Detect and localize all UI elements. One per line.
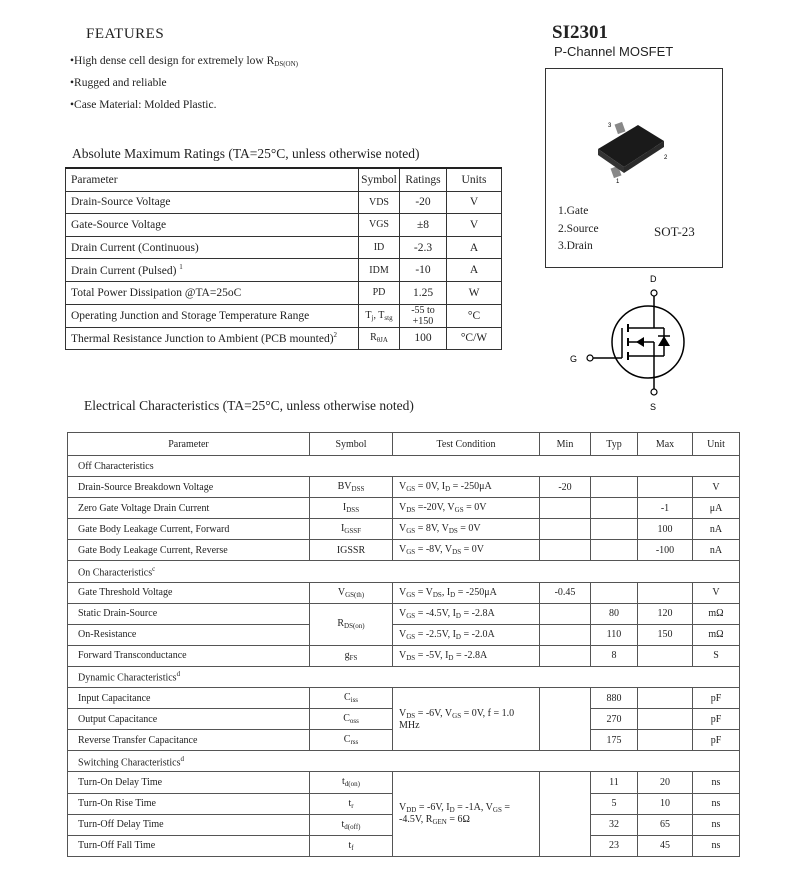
- header-parameter: Parameter: [68, 433, 310, 456]
- header-unit: Unit: [693, 433, 740, 456]
- header-min: Min: [540, 433, 591, 456]
- unit-cell: V: [447, 214, 502, 237]
- pin-list: [558, 203, 599, 256]
- header-symbol: Symbol: [310, 433, 393, 456]
- mosfet-schematic-icon: [560, 270, 690, 415]
- max-cell: 100: [638, 519, 693, 540]
- unit-cell: pF: [693, 730, 740, 751]
- max-cell: 150: [638, 624, 693, 645]
- param-cell: Drain-Source Voltage: [66, 191, 359, 214]
- rating-cell: -2.3: [400, 236, 447, 259]
- unit-cell: S: [693, 645, 740, 666]
- rating-cell: 100: [400, 327, 447, 350]
- condition-cell: $V_{GS} = -2.5V$, $I_D = -2.0A$: [393, 624, 540, 645]
- condition-cell: $V_{GS} = V_{DS}$, $I_D = -250\mu A$: [393, 582, 540, 603]
- table-row: [68, 624, 740, 645]
- typ-cell: 5: [591, 793, 638, 814]
- typ-cell: 110: [591, 624, 638, 645]
- amr-title: Absolute Maximum Ratings (TA=25°C, unless otherwise noted): [72, 146, 420, 161]
- pin-drain: 3.Drain: [558, 240, 593, 252]
- unit-cell: W: [447, 281, 502, 304]
- unit-cell: mΩ: [693, 603, 740, 624]
- feature-item-case: •Case Material: Molded Plastic.: [70, 99, 217, 111]
- rating-cell: 1.25: [400, 281, 447, 304]
- param-cell: Output Capacitance: [68, 709, 310, 730]
- min-cell: [540, 624, 591, 645]
- section-row: [68, 751, 740, 772]
- min-cell: [540, 772, 591, 856]
- typ-cell: [591, 498, 638, 519]
- symbol-cell: VDS: [359, 191, 400, 214]
- unit-cell: nA: [693, 519, 740, 540]
- rating-cell: -55 to +150: [400, 304, 447, 327]
- symbol-cell: $R_{\theta JA}$: [359, 327, 400, 350]
- param-cell: Total Power Dissipation @TA=25oC: [66, 281, 359, 304]
- condition-cell: $V_{GS} = 0V$, $I_D = -250\mu A$: [393, 477, 540, 498]
- param-cell: Turn-Off Delay Time: [68, 814, 310, 835]
- table-row: [68, 477, 740, 498]
- symbol-cell: VGS: [359, 214, 400, 237]
- header-units: Units: [447, 168, 502, 191]
- unit-cell: mΩ: [693, 624, 740, 645]
- table-row: [66, 327, 502, 350]
- pin1-label: 1: [616, 179, 620, 185]
- table-row: [66, 214, 502, 237]
- param-cell: Gate Body Leakage Current, Forward: [68, 519, 310, 540]
- unit-cell: μA: [693, 498, 740, 519]
- unit-cell: V: [693, 582, 740, 603]
- param-cell: Drain-Source Breakdown Voltage: [68, 477, 310, 498]
- param-cell: Gate-Source Voltage: [66, 214, 359, 237]
- header-max: Max: [638, 433, 693, 456]
- typ-cell: [591, 582, 638, 603]
- table-row: [66, 259, 502, 282]
- table-row: [68, 498, 740, 519]
- min-cell: [540, 498, 591, 519]
- min-cell: [540, 645, 591, 666]
- param-cell: Operating Junction and Storage Temperature Range: [66, 304, 359, 327]
- header-test-condition: Test Condition: [393, 433, 540, 456]
- table-row: [68, 603, 740, 624]
- param-cell: Static Drain-Source: [68, 603, 310, 624]
- param-cell: Gate Threshold Voltage: [68, 582, 310, 603]
- unit-cell: °C: [447, 304, 502, 327]
- typ-cell: [591, 540, 638, 561]
- min-cell: [540, 688, 591, 751]
- package-box: [545, 68, 723, 268]
- symbol-cell: $C_{rss}$: [310, 730, 393, 751]
- pin-source: 2.Source: [558, 222, 599, 235]
- param-cell: Drain Current (Pulsed) $^1$: [66, 259, 359, 282]
- condition-cell: $V_{DS} = -5V$, $I_D = -2.8A$: [393, 645, 540, 666]
- unit-cell: pF: [693, 709, 740, 730]
- symbol-cell: $g_{FS}$: [310, 645, 393, 666]
- symbol-cell: ID: [359, 236, 400, 259]
- source-label: S: [650, 402, 657, 412]
- symbol-cell: $I_{DSS}$: [310, 498, 393, 519]
- param-cell: Turn-On Rise Time: [68, 793, 310, 814]
- min-cell: [540, 540, 591, 561]
- typ-cell: 32: [591, 814, 638, 835]
- max-cell: [638, 477, 693, 498]
- table-row: [68, 645, 740, 666]
- feature-item-rugged: •Rugged and reliable: [70, 77, 167, 89]
- section-switching: Switching Characteristics$^d$: [68, 751, 740, 772]
- header-ratings: Ratings: [400, 168, 447, 191]
- max-cell: [638, 645, 693, 666]
- typ-cell: 80: [591, 603, 638, 624]
- section-row: [68, 666, 740, 687]
- section-row: [68, 456, 740, 477]
- ec-title: Electrical Characteristics (TA=25°C, unless otherwise noted): [84, 398, 414, 413]
- max-cell: 65: [638, 814, 693, 835]
- symbol-cell: $T_j$, $T_{stg}$: [359, 304, 400, 327]
- param-cell: Zero Gate Voltage Drain Current: [68, 498, 310, 519]
- param-cell: Thermal Resistance Junction to Ambient (PCB mounted)$^2$: [66, 327, 359, 350]
- pin2-label: 2: [664, 155, 668, 161]
- max-cell: -100: [638, 540, 693, 561]
- table-row: [66, 191, 502, 214]
- section-row: [68, 561, 740, 582]
- symbol-cell: $t_{d(off)}$: [310, 814, 393, 835]
- unit-cell: ns: [693, 772, 740, 793]
- drain-label: D: [650, 274, 657, 284]
- condition-cell: $V_{DS} =-20V$, $V_{GS} = 0V$: [393, 498, 540, 519]
- table-row: [68, 688, 740, 709]
- unit-cell: A: [447, 236, 502, 259]
- unit-cell: ns: [693, 835, 740, 856]
- rating-cell: -10: [400, 259, 447, 282]
- max-cell: 10: [638, 793, 693, 814]
- param-cell: Forward Transconductance: [68, 645, 310, 666]
- table-row: [66, 304, 502, 327]
- table-row: [66, 281, 502, 304]
- unit-cell: V: [693, 477, 740, 498]
- feature-item-low-rdson: •High dense cell design for extremely low $R_{DS(ON)}$: [70, 55, 298, 68]
- symbol-cell: $I_{GSSF}$: [310, 519, 393, 540]
- section-dynamic: Dynamic Characteristics$^d$: [68, 666, 740, 687]
- param-cell: On-Resistance: [68, 624, 310, 645]
- symbol-cell: IGSSR: [310, 540, 393, 561]
- unit-cell: ns: [693, 814, 740, 835]
- max-cell: [638, 688, 693, 709]
- symbol-cell: $C_{iss}$: [310, 688, 393, 709]
- param-cell: Turn-Off Fall Time: [68, 835, 310, 856]
- symbol-cell: $t_f$: [310, 835, 393, 856]
- typ-cell: 23: [591, 835, 638, 856]
- condition-cell: $V_{GS} = 8V$, $V_{DS} = 0V$: [393, 519, 540, 540]
- pin3-label: 3: [608, 123, 612, 129]
- typ-cell: 8: [591, 645, 638, 666]
- header-parameter: Parameter: [66, 168, 359, 191]
- param-cell: Input Capacitance: [68, 688, 310, 709]
- param-cell: Drain Current (Continuous): [66, 236, 359, 259]
- table-row: [68, 519, 740, 540]
- table-row: [68, 540, 740, 561]
- unit-cell: ns: [693, 793, 740, 814]
- ec-table: [67, 432, 740, 857]
- param-cell: Gate Body Leakage Current, Reverse: [68, 540, 310, 561]
- param-cell: Reverse Transfer Capacitance: [68, 730, 310, 751]
- symbol-cell: $t_{d(on)}$: [310, 772, 393, 793]
- typ-cell: 880: [591, 688, 638, 709]
- symbol-cell: $R_{DS(on)}$: [310, 603, 393, 645]
- part-number: SI2301: [552, 22, 608, 43]
- param-cell: Turn-On Delay Time: [68, 772, 310, 793]
- pin-gate: 1.Gate: [558, 205, 589, 217]
- symbol-cell: $C_{oss}$: [310, 709, 393, 730]
- min-cell: [540, 603, 591, 624]
- part-type: P-Channel MOSFET: [554, 44, 674, 59]
- max-cell: 20: [638, 772, 693, 793]
- sot23-package-icon: [546, 69, 722, 199]
- symbol-cell: PD: [359, 281, 400, 304]
- table-header-row: [68, 433, 740, 456]
- unit-cell: pF: [693, 688, 740, 709]
- package-name: SOT-23: [654, 224, 695, 239]
- features-title: FEATURES: [86, 26, 165, 42]
- section-off: Off Characteristics: [68, 456, 740, 477]
- typ-cell: [591, 477, 638, 498]
- unit-cell: nA: [693, 540, 740, 561]
- max-cell: [638, 582, 693, 603]
- symbol-cell: $t_r$: [310, 793, 393, 814]
- rating-cell: ±8: [400, 214, 447, 237]
- typ-cell: 175: [591, 730, 638, 751]
- symbol-cell: $V_{GS(th)}$: [310, 582, 393, 603]
- section-on: On Characteristics$^c$: [68, 561, 740, 582]
- amr-table: [65, 167, 502, 350]
- max-cell: [638, 709, 693, 730]
- max-cell: [638, 730, 693, 751]
- min-cell: -20: [540, 477, 591, 498]
- table-header-row: [66, 168, 502, 191]
- table-row: [66, 236, 502, 259]
- max-cell: -1: [638, 498, 693, 519]
- header-typ: Typ: [591, 433, 638, 456]
- symbol-cell: IDM: [359, 259, 400, 282]
- symbol-cell: $BV_{DSS}$: [310, 477, 393, 498]
- typ-cell: [591, 519, 638, 540]
- unit-cell: V: [447, 191, 502, 214]
- header-symbol: Symbol: [359, 168, 400, 191]
- gate-label: G: [570, 354, 578, 364]
- min-cell: [540, 519, 591, 540]
- condition-cell: $V_{GS} = -4.5V$, $I_D = -2.8A$: [393, 603, 540, 624]
- condition-cell: $V_{GS} = -8V$, $V_{DS} = 0V$: [393, 540, 540, 561]
- max-cell: 120: [638, 603, 693, 624]
- min-cell: -0.45: [540, 582, 591, 603]
- condition-cell: $V_{DS} = -6V$, $V_{GS} = 0V$, f = 1.0 MHz: [393, 688, 540, 751]
- table-row: [68, 582, 740, 603]
- unit-cell: °C/W: [447, 327, 502, 350]
- rating-cell: -20: [400, 191, 447, 214]
- table-row: [68, 772, 740, 793]
- typ-cell: 270: [591, 709, 638, 730]
- max-cell: 45: [638, 835, 693, 856]
- typ-cell: 11: [591, 772, 638, 793]
- unit-cell: A: [447, 259, 502, 282]
- condition-cell: $V_{DD} = -6V$, $I_D = -1A$, $V_{GS} = -4.5V$, $R_{GEN} = 6\Omega$: [393, 772, 540, 856]
